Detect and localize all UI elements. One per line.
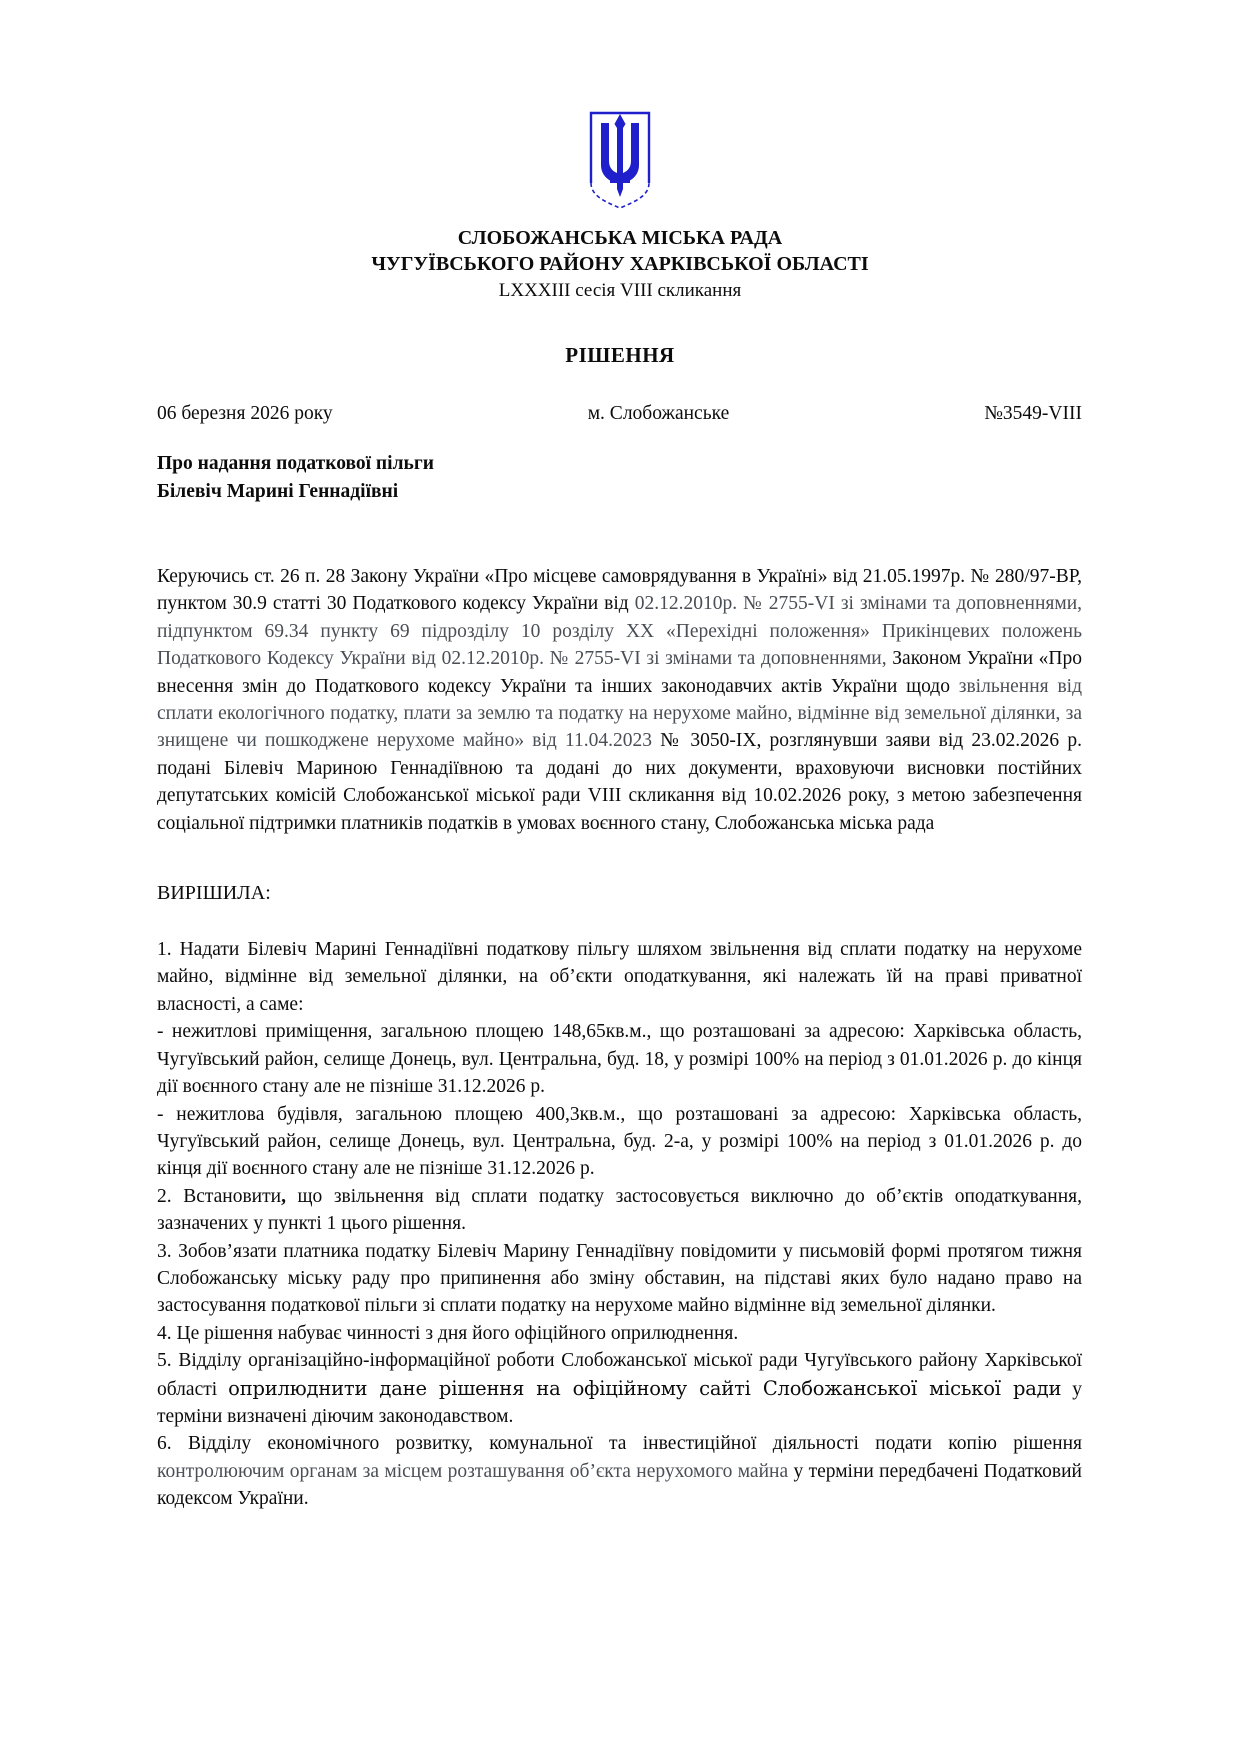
subject-block bbox=[157, 450, 1082, 506]
subject-line2: Білевіч Марині Геннадіївні bbox=[157, 481, 399, 502]
resolution-item-3: 3. Зобов’язати платника податку Білевіч Марину Геннадіївну повідомити у письмовій формі протягом тижня Слобожанську міську раду про припинення або зміну обставин, на підставі яких було надано право на застосування податкової пільги зі сплати податку на нерухоме майно відмінне від земельної ділянки. bbox=[157, 1240, 1082, 1317]
resolution-item-6: 6. Відділу економічного розвитку, комунальної та інвестиційної діяльності подати копію рішення контролюючим органам за місцем розташування об’єкта нерухомого майна у терміни передбачені Податковий кодексом України. bbox=[157, 1433, 1082, 1510]
resolution-items bbox=[157, 936, 1082, 1513]
preamble-paragraph: Керуючись ст. 26 п. 28 Закону України «Про місцеве самоврядування в Україні» від 21.05.1997р. № 280/97-ВР, пунктом 30.9 статті 30 Податкового кодексу України від 02.12.2010р. № 2755-VI зі змінами та доповненнями, підпунктом 69.34 пункту 69 підрозділу 10 розділу ХХ «Перехідні положення» Прикінцевих положень Податкового Кодексу України від 02.12.2010р. № 2755-VI зі змінами та доповненнями, Законом України «Про внесення змін до Податкового кодексу України та інших законодавчих актів України щодо звільнення від сплати екологічного податку, плати за землю та податку на нерухоме майно, відмінне від земельної ділянки, за знищене чи пошкоджене нерухоме майно» від 11.04.2023 № 3050-ІХ, розглянувши заяви від 23.02.2026 р. подані Білевіч Мариною Геннадіївною та додані до них документи, враховуючи висновки постійних депутатських комісій Слобожанської міської ради VIII скликання від 10.02.2026 року, з метою забезпечення соціальної підтримки платників податків в умовах воєнного стану, Слобожанська міська рада bbox=[157, 566, 1083, 834]
document-type-title: РІШЕННЯ bbox=[565, 343, 675, 367]
resolution-item-1-property-a: - нежитлові приміщення, загальною площею 148,65кв.м., що розташовані за адресою: Харківська область, Чугуївський район, селище Донець, вул. Центральна, буд. 18, у розмірі 100% на період з 01.01.2026 р. до кінця дії воєнного стану але не пізніше 31.12.2026 р. bbox=[157, 1021, 1082, 1098]
subject-line1: Про надання податкової пільги bbox=[157, 453, 434, 474]
document-place: м. Слобожанське bbox=[587, 403, 730, 424]
resolved-label: ВИРІШИЛА: bbox=[157, 882, 271, 905]
resolution-item-1-property-b: - нежитлова будівля, загальною площею 400,3кв.м., що розташовані за адресою: Харківська область, Чугуївський район, селище Донець, вул. Центральна, буд. 2-а, у розмірі 100% на період з 01.01.2026 р. до кінця дії воєнного стану але не пізніше 31.12.2026 р. bbox=[157, 1103, 1082, 1180]
resolution-item-2: 2. Встановити, що звільнення від сплати податку застосовується виключно до об’єктів оподаткування, зазначених у пункті 1 цього рішення. bbox=[157, 1185, 1082, 1235]
trident-icon bbox=[601, 114, 639, 197]
org-name-line1: СЛОБОЖАНСЬКА МІСЬКА РАДА bbox=[457, 227, 783, 249]
document-date: 06 березня 2026 року bbox=[157, 403, 333, 424]
document-meta-row bbox=[157, 401, 1082, 427]
resolution-item-5: 5. Відділу організаційно-інформаційної роботи Слобожанської міської ради Чугуївського району Харківської області оприлюднити дане рішення на офіційному сайті Слобожанської міської ради у терміни визначені діючим законодавством. bbox=[157, 1350, 1083, 1427]
org-name-line2: ЧУГУЇВСЬКОГО РАЙОНУ ХАРКІВСЬКОЇ ОБЛАСТІ bbox=[371, 253, 869, 275]
session-line: LXXXIII сесія VIII скликання bbox=[498, 280, 742, 301]
resolution-item-1: 1. Надати Білевіч Марині Геннадіївні податкову пільгу шляхом звільнення від сплати податку на нерухоме майно, відмінне від земельної ділянки, на об’єкти оподаткування, які належать їй на праві приватної власності, а саме: bbox=[157, 939, 1082, 1015]
resolution-item-4: 4. Це рішення набуває чинності з дня його офіційного оприлюднення. bbox=[157, 1322, 739, 1344]
document-number: №3549-VIII bbox=[984, 403, 1082, 424]
coat-of-arms-ukraine bbox=[588, 110, 652, 212]
